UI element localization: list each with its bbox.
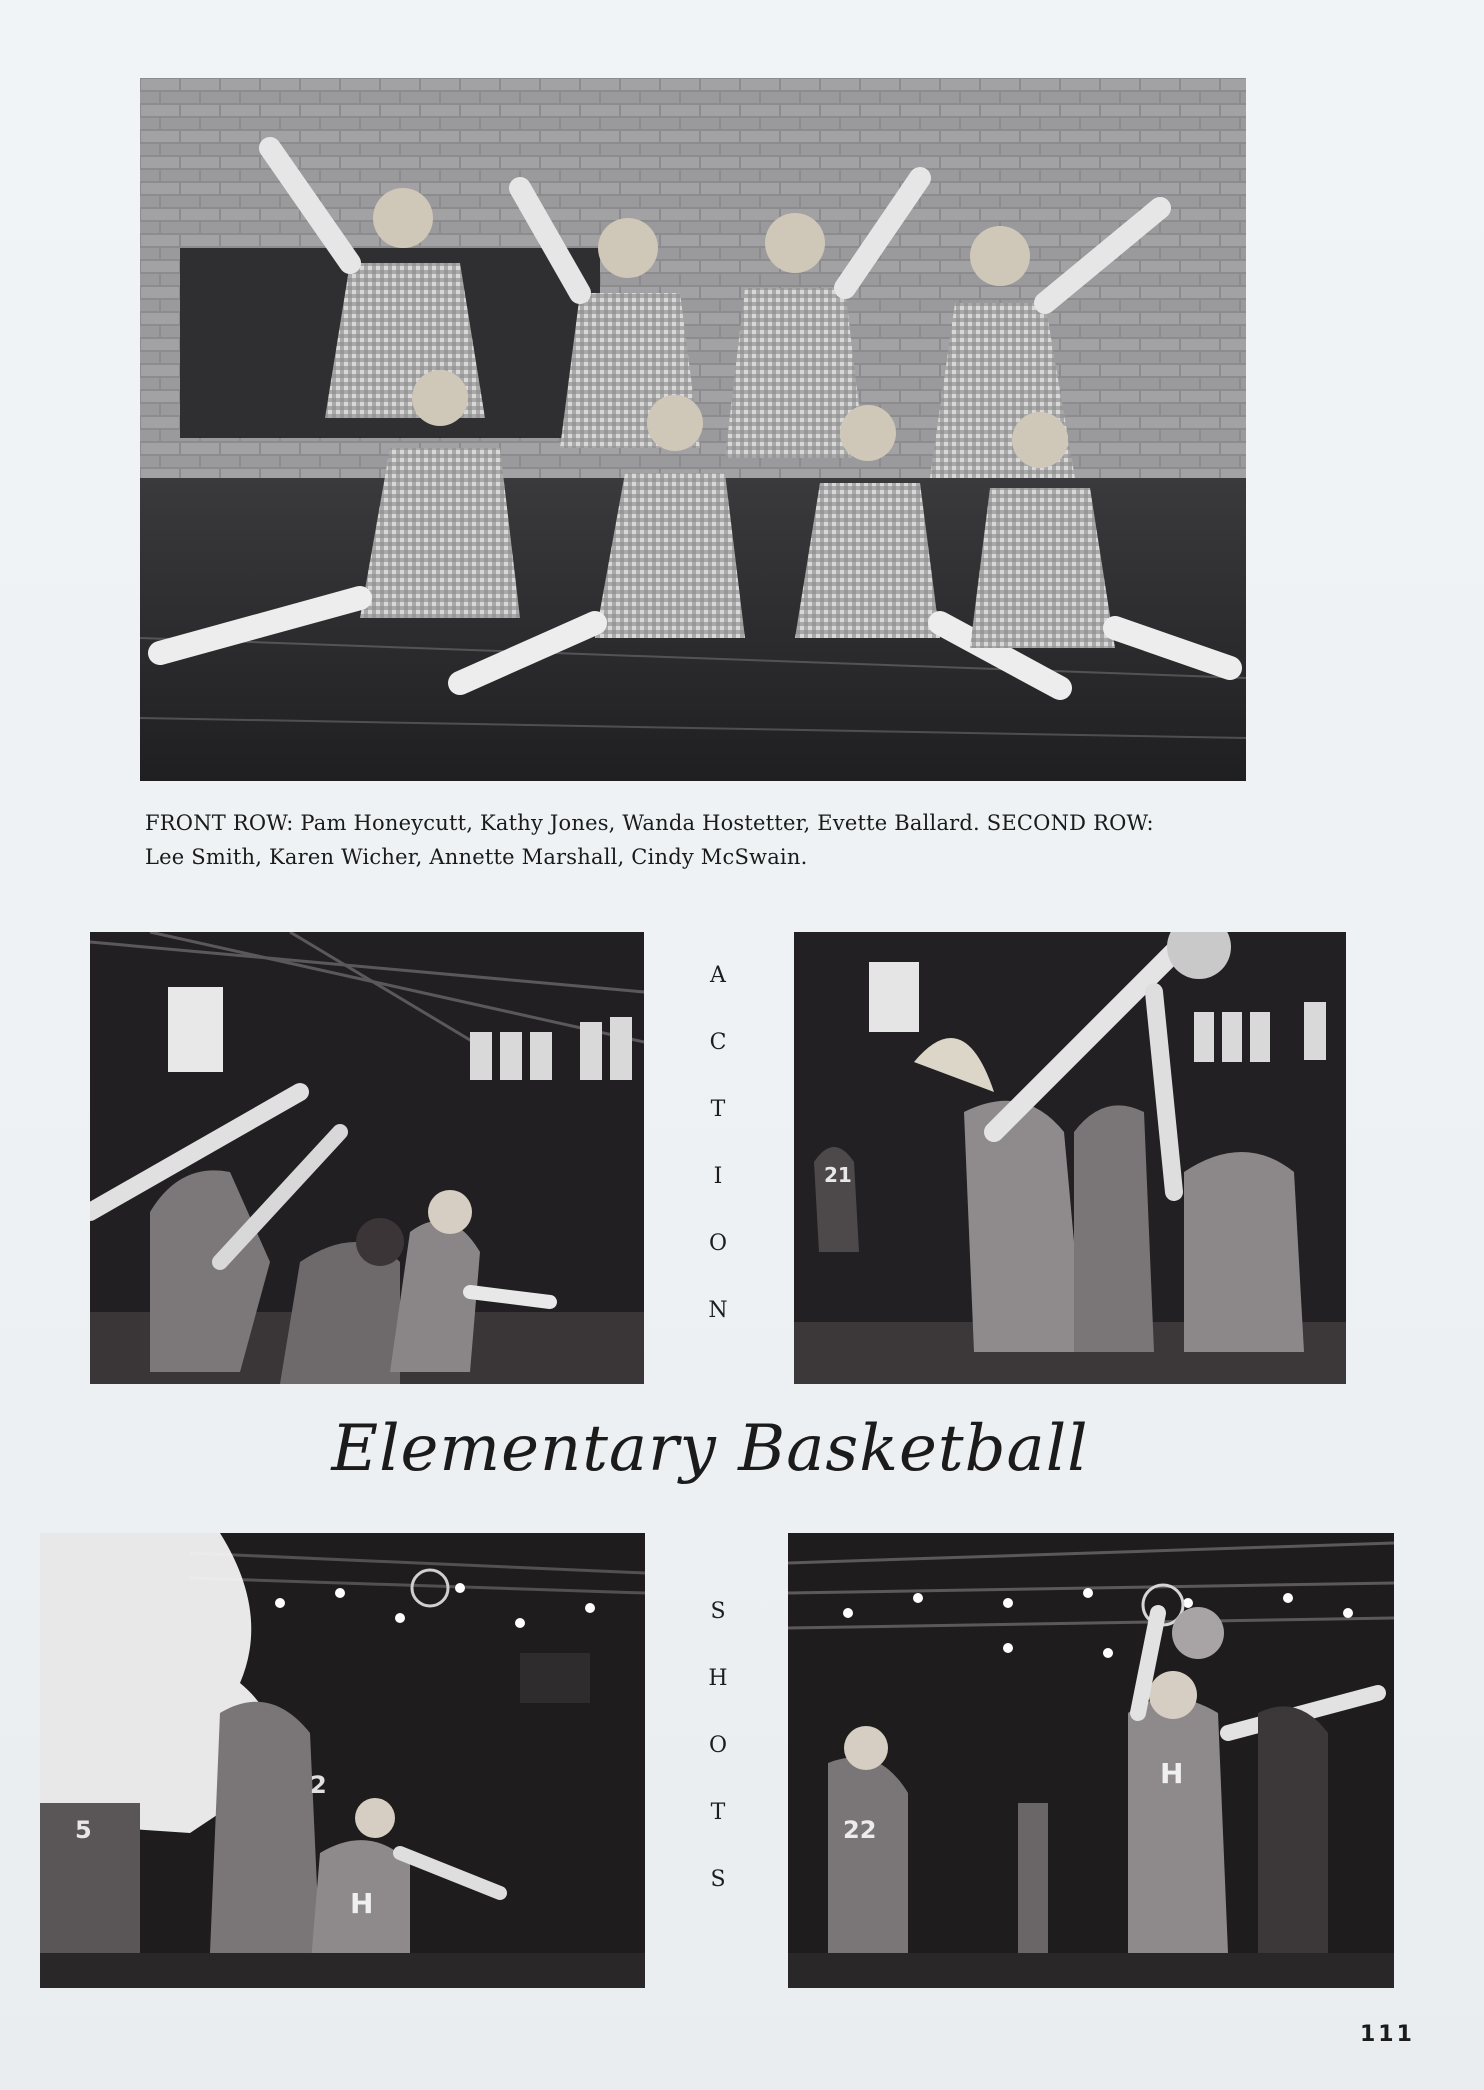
letter: H — [708, 1666, 728, 1691]
letter: N — [708, 1298, 728, 1323]
jersey-letter: H — [350, 1887, 374, 1920]
letter: C — [709, 1030, 727, 1055]
letter: A — [710, 963, 726, 988]
jersey-number: 2 — [310, 1771, 327, 1799]
jersey-number: 21 — [824, 1163, 852, 1187]
page-title: Elementary Basketball — [331, 1412, 1089, 1486]
cheerleader-group-photo — [140, 78, 1246, 781]
action-photo-right — [794, 932, 1346, 1384]
letter: O — [708, 1733, 728, 1758]
letter: S — [710, 1867, 726, 1892]
shots-photo-right — [788, 1533, 1394, 1988]
jersey-number: 5 — [75, 1816, 92, 1844]
letter: I — [713, 1164, 723, 1189]
jersey-number: 22 — [843, 1816, 877, 1844]
page-number: 111 — [1360, 2022, 1415, 2047]
photo-caption — [145, 806, 1265, 874]
letter: O — [708, 1231, 728, 1256]
letter: T — [710, 1800, 726, 1825]
shots-photo-left — [40, 1533, 645, 1988]
jersey-letter: H — [1160, 1757, 1184, 1790]
caption-line-1: FRONT ROW: Pam Honeycutt, Kathy Jones, Wanda Hostetter, Evette Ballard. SECOND ROW: — [145, 811, 1154, 835]
letter: T — [710, 1097, 726, 1122]
vertical-word-action — [698, 942, 738, 1344]
caption-line-2: Lee Smith, Karen Wicher, Annette Marshall, Cindy McSwain. — [145, 845, 808, 869]
letter: S — [710, 1599, 726, 1624]
vertical-word-shots — [698, 1578, 738, 1913]
action-photo-left — [90, 932, 644, 1384]
